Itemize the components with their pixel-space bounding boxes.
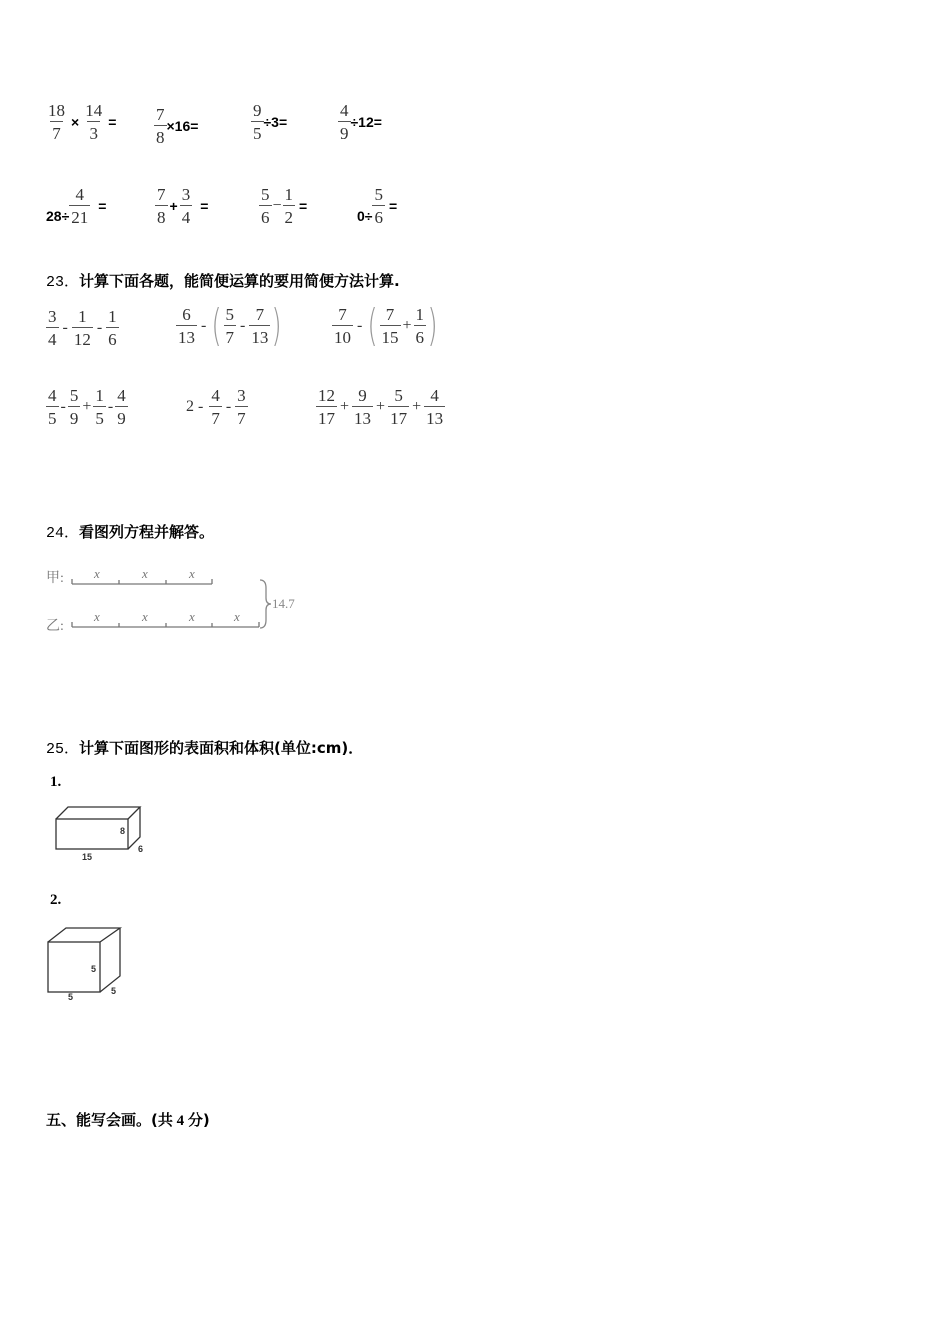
expr-prefix: 2 -: [186, 398, 204, 415]
question-24-heading: [46, 521, 214, 542]
length-label: 15: [82, 852, 93, 862]
width-label: 5: [111, 986, 117, 996]
fraction: $\frac{1}{12}$: [73, 307, 91, 349]
fraction: $\frac{5}{9}$: [69, 386, 79, 428]
var-x: x: [189, 566, 195, 581]
fraction: $\frac{7}{8}$: [156, 105, 165, 147]
yi-labels: [93, 609, 240, 624]
equals: =: [299, 198, 308, 214]
fraction: $\frac{1}{2}$: [284, 185, 294, 227]
operator: -: [62, 319, 68, 336]
operator: +: [412, 398, 422, 415]
fraction: $\frac{4}{21}$: [71, 185, 89, 227]
q23-expr-2: [176, 300, 284, 351]
operator: +: [340, 398, 350, 415]
q23-expr-4: [46, 387, 128, 427]
fraction: $\frac{7}{15}$: [381, 305, 399, 347]
fraction: $\frac{7}{8}$: [157, 185, 166, 227]
cuboid-top-face: [56, 807, 140, 819]
question-number: 24．: [46, 525, 80, 542]
cube-side-face: [100, 928, 120, 992]
fraction: $\frac{4}{13}$: [426, 386, 444, 428]
var-x: x: [94, 566, 100, 581]
expr-prefix: 0÷: [357, 208, 373, 224]
label-yi: 乙:: [46, 619, 64, 634]
width-label: 6: [138, 844, 144, 854]
operator: +: [169, 198, 178, 214]
var-x: x: [234, 609, 240, 624]
q23-expr-6: [316, 387, 445, 427]
question-title: 计算下面各题，能简便运算的要用简便方法计算.: [79, 272, 400, 290]
q23-expr-1: [46, 308, 119, 348]
left-parenthesis: (: [211, 300, 223, 351]
fraction: $\frac{4}{7}$: [211, 386, 220, 428]
operator: -: [357, 317, 363, 334]
q23-expr-5: [186, 387, 248, 427]
fraction: $\frac{3}{7}$: [237, 386, 246, 428]
q23-expr-3: [332, 300, 439, 351]
cube-top-face: [48, 928, 120, 942]
fraction: $\frac{3}{4}$: [48, 307, 57, 349]
fraction: $\frac{3}{4}$: [181, 185, 191, 227]
question-23-heading: [46, 270, 400, 291]
var-x: x: [189, 609, 195, 624]
brace: [260, 580, 271, 628]
length-label: 5: [68, 992, 74, 1002]
operator: ×: [71, 114, 80, 130]
question-25-heading: [46, 737, 363, 758]
operator: -: [201, 317, 207, 334]
var-x: x: [142, 566, 148, 581]
left-parenthesis: (: [367, 300, 379, 351]
fraction: $\frac{4}{9}$: [117, 386, 126, 428]
fraction: $\frac{7}{10}$: [334, 305, 351, 347]
figure-1-label: 1.: [50, 774, 62, 790]
expr-row1-item3: [251, 102, 291, 142]
operator: -: [96, 319, 103, 336]
expr-row1-item2: [154, 106, 202, 146]
var-x: x: [94, 609, 100, 624]
expr-row2-item3: [259, 186, 311, 226]
expr-prefix: 28÷: [46, 208, 70, 224]
line-segment-diagram: [44, 560, 314, 640]
operator: +: [376, 398, 386, 415]
section-points: 4: [176, 1113, 185, 1129]
question-title: 看图列方程并解答。: [79, 523, 215, 541]
figure-2-label: 2.: [50, 892, 62, 908]
fraction: $\frac{5}{6}$: [261, 185, 270, 227]
cube-figure: [44, 924, 134, 1006]
height-label: 5: [91, 964, 97, 974]
equals: =: [108, 114, 117, 130]
jia-labels: [93, 566, 195, 581]
fraction: $\frac{14}{3}$: [85, 101, 103, 143]
expr-row2-item2: [155, 186, 212, 226]
fraction: $\frac{1}{5}$: [95, 386, 104, 428]
total-label: 14.7: [272, 596, 295, 611]
expr-tail: ÷12=: [350, 114, 382, 130]
section-5-heading: [46, 1109, 210, 1130]
section-title: 五、能写会画。(共: [46, 1111, 173, 1129]
cuboid-figure: [50, 800, 160, 866]
expr-tail: ÷3=: [263, 114, 288, 130]
fraction: $\frac{12}{17}$: [318, 386, 335, 428]
question-title: 计算下面图形的表面积和体积(单位:cm)．: [79, 739, 364, 757]
expr-tail: ×16=: [166, 118, 199, 134]
equals: =: [388, 198, 398, 214]
fraction: $\frac{5}{17}$: [390, 386, 408, 428]
right-parenthesis: ): [271, 300, 283, 351]
equals: =: [200, 198, 209, 214]
cuboid-front-face: [56, 819, 128, 849]
operator: +: [402, 317, 412, 334]
equals: =: [98, 198, 107, 214]
question-number: 23．: [46, 274, 80, 291]
var-x: x: [142, 609, 148, 624]
right-parenthesis: ): [427, 300, 438, 351]
operator: +: [82, 398, 92, 415]
expr-row1-item4: [338, 102, 386, 142]
fraction: $\frac{9}{5}$: [253, 101, 262, 143]
operator: -: [240, 317, 246, 334]
question-number: 25．: [46, 741, 80, 758]
expr-row2-item4: [357, 186, 401, 226]
fraction: $\frac{5}{6}$: [374, 185, 383, 227]
label-jia: 甲:: [46, 571, 64, 586]
operator: -: [107, 398, 114, 415]
expr-row1-item1: [46, 102, 120, 142]
fraction: $\frac{6}{13}$: [178, 305, 195, 347]
fraction: $\frac{4}{5}$: [48, 386, 57, 428]
operator: -: [60, 398, 66, 415]
height-label: 8: [120, 826, 126, 836]
section-unit: 分): [187, 1111, 210, 1129]
operator: -: [225, 398, 232, 415]
expr-row2-item1: [46, 186, 110, 226]
fraction: $\frac{7}{13}$: [251, 305, 269, 347]
fraction: $\frac{5}{7}$: [225, 305, 234, 347]
fraction: $\frac{1}{6}$: [108, 307, 117, 349]
yi-bar: [72, 622, 259, 627]
fraction: $\frac{18}{7}$: [48, 101, 65, 143]
operator: −: [272, 197, 282, 214]
fraction: $\frac{1}{6}$: [415, 305, 425, 347]
fraction: $\frac{9}{13}$: [354, 386, 372, 428]
fraction: $\frac{4}{9}$: [340, 101, 349, 143]
